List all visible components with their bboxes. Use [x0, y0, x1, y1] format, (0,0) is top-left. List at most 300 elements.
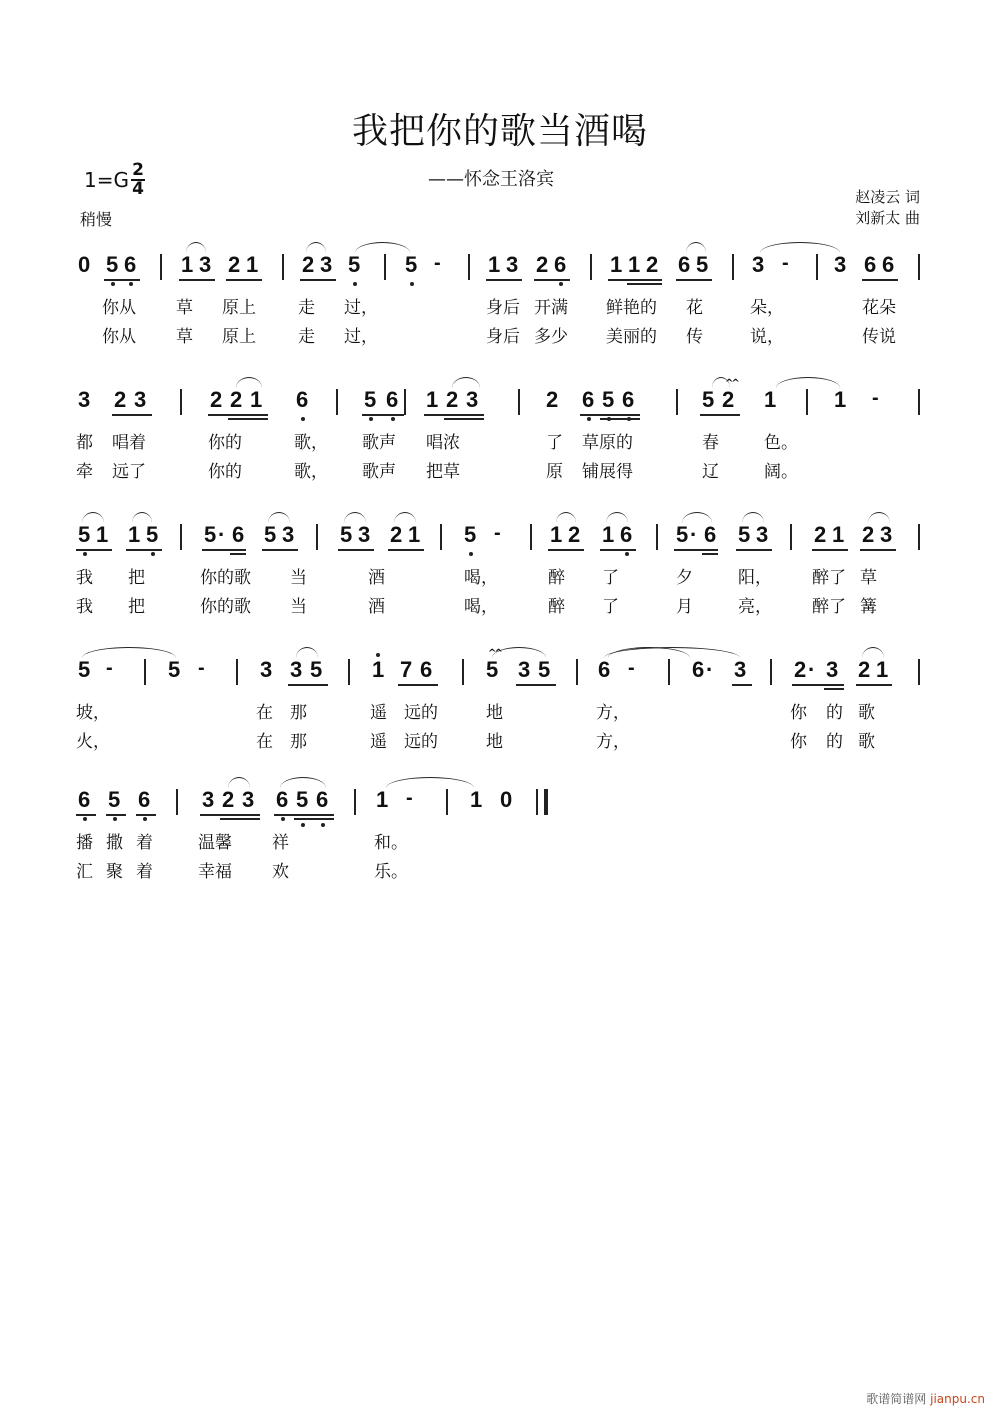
note: - — [434, 252, 441, 274]
lyric-verse-2: 多少 — [534, 327, 568, 347]
low-octave-dot — [627, 417, 631, 421]
lyric-verse-2: 欢 — [272, 862, 289, 882]
note: 1 — [372, 657, 385, 682]
note: 5 — [486, 657, 499, 682]
underline-beam — [112, 414, 152, 416]
barline — [180, 389, 182, 415]
note: 3 — [358, 522, 371, 547]
lyric-verse-2: 着 — [136, 862, 153, 882]
lyric-verse-1: 开满 — [534, 298, 568, 318]
lyric-verse-1: 春 — [702, 433, 719, 453]
note: 6 — [420, 657, 433, 682]
barline — [918, 389, 920, 415]
barline — [144, 659, 146, 685]
underline-beam — [608, 279, 662, 281]
lyric-verse-2: 了 — [602, 597, 619, 617]
lyric-verse-1: 着 — [136, 833, 153, 853]
barline — [918, 524, 920, 550]
lyric-verse-2: 你 — [790, 732, 807, 752]
note: 3 — [834, 252, 847, 277]
note: 2 — [646, 252, 659, 277]
lyric-verse-1: 鲜艳的 — [606, 298, 657, 318]
note: 2 — [446, 387, 459, 412]
low-octave-dot — [353, 282, 357, 286]
slur — [132, 512, 152, 523]
underline-beam — [600, 549, 636, 551]
slur — [606, 512, 628, 523]
note: 6 — [598, 657, 611, 682]
lyric-verse-2: 的 — [826, 732, 843, 752]
barline — [918, 659, 920, 685]
lyric-verse-2: 过， — [344, 327, 378, 347]
note: 3 — [506, 252, 519, 277]
underline-beam — [200, 814, 260, 816]
note: 2 — [302, 252, 315, 277]
note: 6 — [232, 522, 245, 547]
note: 5 — [405, 252, 418, 277]
slur — [236, 377, 262, 388]
note: 2 — [722, 387, 735, 412]
underline-beam — [676, 279, 712, 281]
lyric-verse-1: 草 — [860, 568, 877, 588]
note: 0 — [78, 252, 91, 277]
slur — [868, 512, 890, 523]
note: 1 — [876, 657, 889, 682]
slur — [452, 377, 480, 388]
note: 1 — [376, 787, 389, 812]
note: 5 — [146, 522, 159, 547]
lyric-verse-2: 那 — [290, 732, 307, 752]
note: 6 — [386, 387, 399, 412]
lyric-verse-1: 撒 — [106, 833, 123, 853]
lyric-verse-1: 草 — [176, 298, 193, 318]
barline — [404, 389, 406, 415]
note: 2 — [222, 787, 235, 812]
lyric-verse-2: 在 — [256, 732, 273, 752]
barline — [316, 524, 318, 550]
lyric-verse-2: 歌 — [858, 732, 875, 752]
note: 1 — [408, 522, 421, 547]
note: 2 — [794, 657, 807, 682]
underline-beam — [548, 549, 584, 551]
note: 6 — [864, 252, 877, 277]
underline-beam — [338, 549, 374, 551]
note: 5 — [204, 522, 217, 547]
slur — [682, 512, 712, 523]
note: 6 — [582, 387, 595, 412]
slur — [742, 512, 764, 523]
lyric-verse-1: 醉 — [548, 568, 565, 588]
note: 5 — [264, 522, 277, 547]
note: 1 — [610, 252, 623, 277]
lyric-verse-1: 我 — [76, 568, 93, 588]
underline-beam — [674, 549, 718, 551]
slur — [306, 242, 326, 253]
barline — [790, 524, 792, 550]
note: · — [690, 522, 698, 547]
note: 5 — [340, 522, 353, 547]
lyric-verse-1: 你从 — [102, 298, 136, 318]
note: 5 — [464, 522, 477, 547]
underline-beam — [202, 549, 246, 551]
underline-beam — [226, 279, 262, 281]
note: 6 — [296, 387, 309, 412]
lyric-verse-1: 了 — [546, 433, 563, 453]
low-octave-dot — [369, 417, 373, 421]
note: 3 — [756, 522, 769, 547]
underline-beam — [288, 684, 328, 686]
lyric-verse-1: 草原的 — [582, 433, 633, 453]
note: 5 — [78, 657, 91, 682]
note: 2 — [546, 387, 559, 412]
note: 5 — [108, 787, 121, 812]
note: 1 — [426, 387, 439, 412]
lyric-verse-2: 酒 — [368, 597, 385, 617]
lyric-verse-1: 把 — [128, 568, 145, 588]
underline-beam — [792, 684, 844, 686]
lyric-verse-2: 阔。 — [764, 462, 798, 482]
note: 1 — [488, 252, 501, 277]
note: 3 — [880, 522, 893, 547]
note: · — [808, 657, 816, 682]
lyric-verse-1: 远的 — [404, 703, 438, 723]
underline-beam — [106, 814, 126, 816]
note: 1 — [246, 252, 259, 277]
lyric-verse-1: 酒 — [368, 568, 385, 588]
note: - — [494, 522, 501, 544]
note: 2 — [536, 252, 549, 277]
lyric-verse-1: 身后 — [486, 298, 520, 318]
barline — [676, 389, 678, 415]
note: 2 — [568, 522, 581, 547]
underline-beam — [600, 418, 640, 420]
underline-beam — [702, 553, 718, 555]
lyric-verse-2: 远了 — [112, 462, 146, 482]
lyric-verse-2: 我 — [76, 597, 93, 617]
lyric-verse-2: 你从 — [102, 327, 136, 347]
slur — [556, 512, 576, 523]
note: 5 — [106, 252, 119, 277]
note: 0 — [500, 787, 513, 812]
slur — [296, 647, 318, 658]
lyric-verse-1: 你 — [790, 703, 807, 723]
lyric-verse-1: 祥 — [272, 833, 289, 853]
lyric-verse-1: 和。 — [374, 833, 408, 853]
underline-beam — [262, 549, 298, 551]
slur — [394, 512, 416, 523]
note: 3 — [199, 252, 212, 277]
note: 2 — [390, 522, 403, 547]
note: 2 — [858, 657, 871, 682]
underline-beam — [700, 414, 740, 416]
lyric-verse-2: 幸福 — [198, 862, 232, 882]
note: 2 — [228, 252, 241, 277]
underline-beam — [208, 414, 268, 416]
lyric-verse-2: 聚 — [106, 862, 123, 882]
note: - — [406, 787, 413, 809]
lyric-verse-2: 牵 — [76, 462, 93, 482]
lyric-verse-1: 唱着 — [112, 433, 146, 453]
low-octave-dot — [410, 282, 414, 286]
barline — [236, 659, 238, 685]
barline — [446, 789, 448, 815]
low-octave-dot — [143, 817, 147, 821]
slur — [862, 647, 884, 658]
note: 7 — [400, 657, 413, 682]
note: 5 — [538, 657, 551, 682]
underline-beam — [424, 414, 484, 416]
mordent-icon: ^^ — [725, 378, 738, 389]
underline-beam — [230, 553, 246, 555]
lyric-verse-1: 夕 — [676, 568, 693, 588]
barline — [732, 254, 734, 280]
lyric-verse-1: 花 — [686, 298, 703, 318]
note: 6 — [554, 252, 567, 277]
low-octave-dot — [83, 552, 87, 556]
note: 5 — [310, 657, 323, 682]
barline — [282, 254, 284, 280]
lyric-verse-2: 草 — [176, 327, 193, 347]
note: 1 — [602, 522, 615, 547]
note: 3 — [282, 522, 295, 547]
underline-beam — [126, 549, 162, 551]
credits — [855, 187, 920, 229]
lyric-verse-2: 身后 — [486, 327, 520, 347]
lyric-verse-2: 地 — [486, 732, 503, 752]
lyric-verse-2: 亮， — [738, 597, 772, 617]
final-barline — [536, 789, 548, 815]
underline-beam — [824, 688, 844, 690]
barline — [160, 254, 162, 280]
low-octave-dot — [113, 817, 117, 821]
lyric-verse-1: 播 — [76, 833, 93, 853]
lyric-verse-2: 方， — [596, 732, 630, 752]
barline — [530, 524, 532, 550]
lyric-verse-2: 歌， — [294, 462, 328, 482]
barline — [806, 389, 808, 415]
lyric-verse-1: 过， — [344, 298, 378, 318]
underline-beam — [388, 549, 424, 551]
slur — [268, 512, 290, 523]
lyric-verse-1: 都 — [76, 433, 93, 453]
lyric-verse-2: 走 — [298, 327, 315, 347]
lyric-verse-2: 醉了 — [812, 597, 846, 617]
underline-beam — [732, 684, 752, 686]
lyric-verse-2: 传说 — [862, 327, 896, 347]
note: 6 — [78, 787, 91, 812]
note: 2 — [814, 522, 827, 547]
note: 5 — [676, 522, 689, 547]
note: · — [706, 657, 714, 682]
note: 5 — [738, 522, 751, 547]
lyric-verse-1: 花朵 — [862, 298, 896, 318]
time-signature: $\frac{2}{4}$ — [132, 160, 144, 199]
barline — [348, 659, 350, 685]
slur — [686, 242, 706, 253]
lyric-verse-1: 阳， — [738, 568, 772, 588]
slur — [344, 512, 366, 523]
watermark: 歌谱简谱网 jianpu.cn — [866, 1392, 985, 1406]
barline — [468, 254, 470, 280]
note: 6 — [622, 387, 635, 412]
lyric-verse-1: 你的 — [208, 433, 242, 453]
note: 5 — [168, 657, 181, 682]
underline-beam — [76, 549, 112, 551]
lyric-verse-2: 遥 — [370, 732, 387, 752]
lyric-verse-2: 火， — [76, 732, 110, 752]
lyric-verse-2: 说， — [750, 327, 784, 347]
note: 5 — [296, 787, 309, 812]
note: - — [872, 387, 879, 409]
note: - — [198, 657, 205, 679]
lyric-verse-1: 你的歌 — [200, 568, 251, 588]
underline-beam — [104, 279, 140, 281]
note: 6 — [620, 522, 633, 547]
lyric-verse-2: 原 — [546, 462, 563, 482]
barline — [180, 524, 182, 550]
lyric-verse-1: 了 — [602, 568, 619, 588]
song-title: 我把你的歌当酒喝 — [351, 111, 648, 152]
low-octave-dot — [607, 417, 611, 421]
barline — [668, 659, 670, 685]
note: 5 — [78, 522, 91, 547]
lyric-verse-1: 走 — [298, 298, 315, 318]
low-octave-dot — [111, 282, 115, 286]
lyric-verse-2: 远的 — [404, 732, 438, 752]
key-signature — [84, 162, 145, 198]
lyric-verse-1: 朵， — [750, 298, 784, 318]
underline-beam — [362, 414, 404, 416]
note: 5 — [348, 252, 361, 277]
underline-beam — [444, 418, 484, 420]
lyric-verse-2: 月 — [676, 597, 693, 617]
underline-beam — [627, 283, 662, 285]
lyricist: 赵凌云 词 — [855, 188, 920, 206]
underline-beam — [862, 279, 898, 281]
note: 2 — [230, 387, 243, 412]
low-octave-dot — [321, 823, 325, 827]
lyric-verse-2: 传 — [686, 327, 703, 347]
key-label: 1=G — [84, 168, 129, 192]
lyric-verse-1: 歌， — [294, 433, 328, 453]
barline — [770, 659, 772, 685]
lyric-verse-1: 醉了 — [812, 568, 846, 588]
note: - — [782, 252, 789, 274]
note: 3 — [290, 657, 303, 682]
barline — [176, 789, 178, 815]
slur — [776, 377, 840, 388]
subtitle: ——怀念王洛宾 — [428, 169, 554, 190]
lyric-verse-2: 原上 — [222, 327, 256, 347]
lyric-verse-1: 遥 — [370, 703, 387, 723]
lyric-verse-1: 歌声 — [362, 433, 396, 453]
lyric-verse-2: 篝 — [860, 597, 877, 617]
low-octave-dot — [587, 417, 591, 421]
barline — [590, 254, 592, 280]
barline — [384, 254, 386, 280]
note: 3 — [466, 387, 479, 412]
low-octave-dot — [151, 552, 155, 556]
slur — [82, 647, 176, 658]
note: 6 — [276, 787, 289, 812]
slur — [280, 777, 326, 788]
low-octave-dot — [625, 552, 629, 556]
lyric-verse-1: 方， — [596, 703, 630, 723]
lyric-verse-1: 歌 — [858, 703, 875, 723]
lyric-verse-1: 喝， — [464, 568, 498, 588]
note: 3 — [734, 657, 747, 682]
lyric-verse-1: 在 — [256, 703, 273, 723]
lyric-verse-1: 那 — [290, 703, 307, 723]
note: 6 — [678, 252, 691, 277]
lyric-verse-2: 你的 — [208, 462, 242, 482]
lyric-verse-2: 乐。 — [374, 862, 408, 882]
barline — [440, 524, 442, 550]
note: 3 — [202, 787, 215, 812]
barline — [462, 659, 464, 685]
underline-beam — [486, 279, 522, 281]
low-octave-dot — [301, 823, 305, 827]
note: - — [106, 657, 113, 679]
note: 3 — [826, 657, 839, 682]
lyric-verse-1: 坡， — [76, 703, 110, 723]
barline — [918, 254, 920, 280]
note: 5 — [696, 252, 709, 277]
underline-beam — [294, 818, 334, 820]
low-octave-dot — [559, 282, 563, 286]
barline — [816, 254, 818, 280]
note: 3 — [752, 252, 765, 277]
lyric-verse-2: 当 — [290, 597, 307, 617]
barline — [336, 389, 338, 415]
lyric-verse-2: 铺展得 — [582, 462, 633, 482]
slur — [760, 242, 840, 253]
note: 1 — [181, 252, 194, 277]
lyric-verse-2: 你的歌 — [200, 597, 251, 617]
underline-beam — [179, 279, 215, 281]
note: 6 — [704, 522, 717, 547]
slur — [386, 777, 474, 788]
note: 1 — [832, 522, 845, 547]
lyric-verse-1: 唱浓 — [426, 433, 460, 453]
lyric-verse-1: 当 — [290, 568, 307, 588]
note: 2 — [114, 387, 127, 412]
low-octave-dot — [301, 417, 305, 421]
underline-beam — [580, 414, 640, 416]
slur — [228, 777, 250, 788]
note: 6 — [316, 787, 329, 812]
lyric-verse-1: 色。 — [764, 433, 798, 453]
low-octave-dot — [281, 817, 285, 821]
lyric-verse-2: 醉 — [548, 597, 565, 617]
underline-beam — [300, 279, 336, 281]
underline-beam — [812, 549, 848, 551]
underline-beam — [76, 814, 96, 816]
note: 6 — [882, 252, 895, 277]
note: 5 — [602, 387, 615, 412]
note: 3 — [242, 787, 255, 812]
composer: 刘新太 曲 — [855, 209, 920, 227]
note: 1 — [550, 522, 563, 547]
underline-beam — [136, 814, 156, 816]
note: 6 — [692, 657, 705, 682]
note: 3 — [260, 657, 273, 682]
note: - — [628, 657, 635, 679]
underline-beam — [398, 684, 438, 686]
lyric-verse-1: 温馨 — [198, 833, 232, 853]
underline-beam — [228, 418, 268, 420]
barline — [576, 659, 578, 685]
